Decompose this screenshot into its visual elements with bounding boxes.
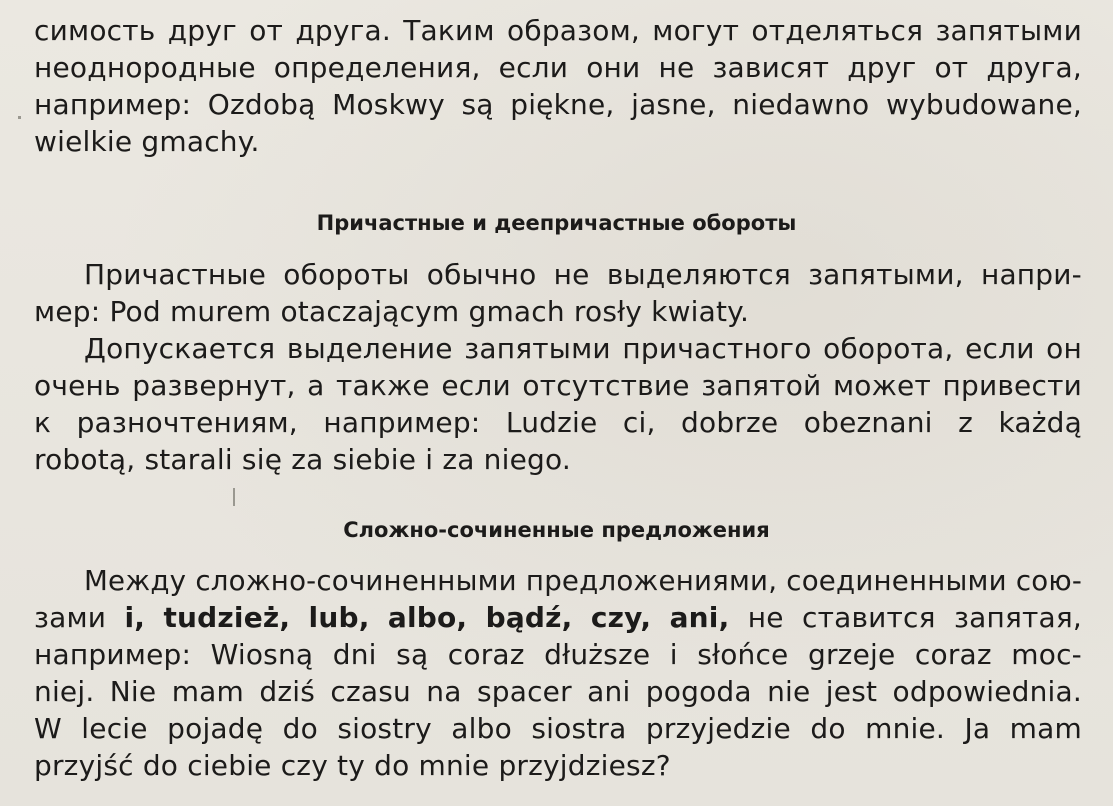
paragraph-participles bbox=[34, 256, 1082, 330]
text-line: к разночтениям, например: Ludzie ci, dobrze obeznani z każdą bbox=[34, 406, 1082, 439]
text-line: очень развернут, а также если отсутствие запятой может привести bbox=[34, 369, 1082, 402]
text-fragment: зами bbox=[34, 601, 107, 634]
text-line-conjunctions bbox=[34, 599, 1082, 636]
conjunction: czy, bbox=[590, 601, 652, 634]
paragraph-participle-exception bbox=[34, 330, 1082, 478]
section-heading-compound-sentences: Сложно-сочиненные предложения bbox=[343, 518, 770, 542]
conjunction: ani, bbox=[669, 601, 730, 634]
text-line: przyjść do ciebie czy ty do mnie przyjdziesz? bbox=[34, 749, 671, 782]
text-line: wielkie gmachy. bbox=[34, 125, 260, 158]
conjunction: i, bbox=[124, 601, 146, 634]
conjunction: albo, bbox=[387, 601, 468, 634]
text-line: например: Ozdobą Moskwy są piękne, jasne, niedawno wybudowane, bbox=[34, 88, 1082, 121]
print-speck bbox=[233, 488, 235, 506]
text-fragment: не ставится запятая, bbox=[747, 601, 1083, 634]
text-line: Между сложно-сочиненными предложениями, соединенными сою- bbox=[84, 564, 1082, 597]
conjunction: tudzież, bbox=[163, 601, 291, 634]
text-line: niej. Nie mam dziś czasu na spacer ani pogoda nie jest odpowiednia. bbox=[34, 675, 1082, 708]
text-line: W lecie pojadę do siostry albo siostra przyjedzie do mnie. Ja mam bbox=[34, 712, 1082, 745]
text-line: Допускается выделение запятыми причастного оборота, если он bbox=[84, 332, 1082, 365]
text-line: Причастные обороты обычно не выделяются запятыми, напри- bbox=[84, 258, 1082, 291]
paragraph-intro bbox=[34, 12, 1082, 160]
text-line: симость друг от друга. Таким образом, могут отделяться запятыми bbox=[34, 14, 1082, 47]
conjunction: lub, bbox=[308, 601, 370, 634]
text-line: например: Wiosną dni są coraz dłuższe i słońce grzeje coraz moc- bbox=[34, 638, 1082, 671]
section-heading-participles: Причастные и деепричастные обороты bbox=[316, 211, 797, 235]
text-line: мер: Pod murem otaczającym gmach rosły kwiaty. bbox=[34, 295, 750, 328]
print-speck bbox=[18, 116, 21, 119]
text-line: robotą, starali się za siebie i za niego. bbox=[34, 443, 571, 476]
paragraph-compound-sentences bbox=[34, 562, 1082, 784]
conjunction: bądź, bbox=[485, 601, 573, 634]
text-line: неоднородные определения, если они не зависят друг от друга, bbox=[34, 51, 1082, 84]
